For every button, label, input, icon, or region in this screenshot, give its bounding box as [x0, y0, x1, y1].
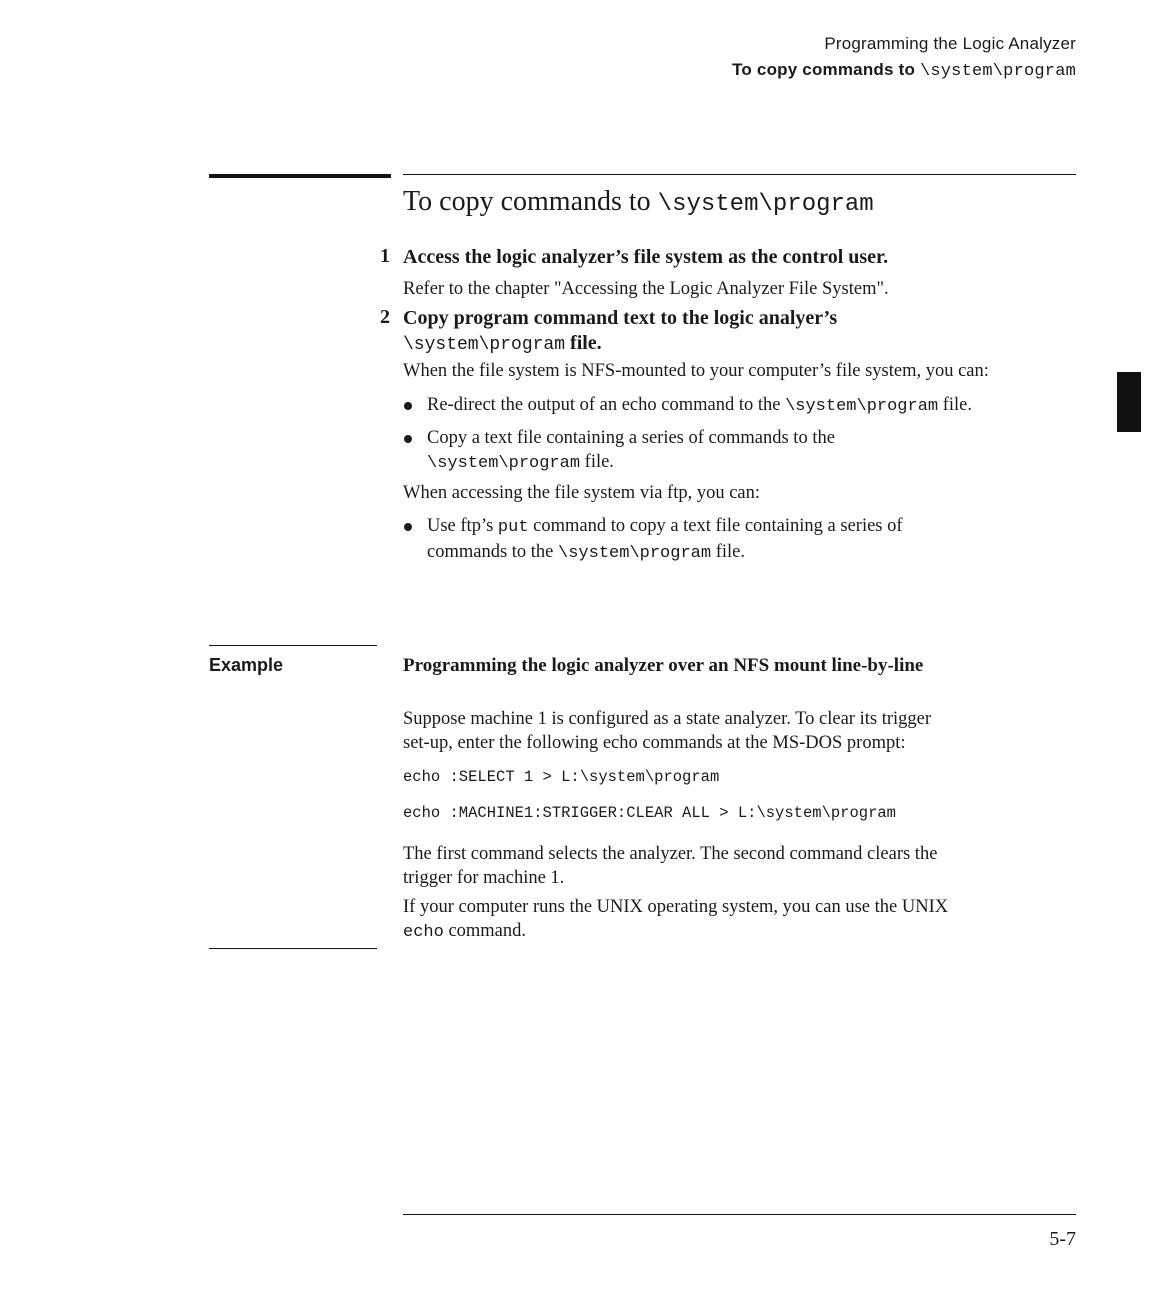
step-2-heading-line2	[403, 331, 1083, 358]
footer-rule	[403, 1214, 1076, 1215]
page-number: 5-7	[1049, 1228, 1076, 1250]
page-title	[403, 186, 874, 218]
bullet-dot-icon	[404, 402, 412, 410]
example-paragraph-line: set-up, enter the following echo commands at the MS-DOS prompt:	[403, 733, 906, 753]
bullet-dot-icon	[404, 435, 412, 443]
bullet-text: command to copy a text file containing a series of	[533, 516, 903, 536]
section-rule-thick	[209, 174, 391, 178]
example-command: echo	[403, 923, 444, 942]
example-paragraph-line: trigger for machine 1.	[403, 868, 565, 888]
example-rule-bottom	[209, 948, 377, 949]
running-header-chapter: Programming the Logic Analyzer	[824, 34, 1076, 53]
step-1-body: Refer to the chapter "Accessing the Logic Analyzer File System".	[403, 279, 889, 299]
bullet-path: \system\program	[558, 544, 712, 563]
bullet-path: \system\program	[427, 454, 581, 473]
code-line-1: echo :SELECT 1 > L:\system\program	[403, 768, 720, 786]
bullet-command: put	[497, 518, 529, 537]
bullet-suffix: file.	[584, 452, 614, 472]
example-rule-top	[209, 645, 377, 646]
example-paragraph-suffix: command.	[448, 921, 527, 941]
step-1-heading: Access the logic analyzer’s file system as the control user.	[403, 246, 889, 268]
nfs-intro: When the file system is NFS-mounted to your computer’s file system, you can:	[403, 361, 989, 381]
running-header-section	[732, 60, 1076, 81]
bullet-suffix: file.	[715, 542, 745, 562]
bullet-path: \system\program	[785, 397, 939, 416]
step-2-heading-line1: Copy program command text to the logic analyer’s	[403, 307, 838, 329]
bullet-text: commands to the	[427, 542, 554, 562]
step-1-number: 1	[380, 245, 390, 267]
page-title-path: \system\program	[657, 191, 874, 218]
step-2-number: 2	[380, 306, 390, 328]
bullet-text: Use ftp’s	[427, 516, 494, 536]
chapter-thumb-tab	[1117, 372, 1141, 432]
example-paragraph-2	[403, 842, 1083, 890]
ftp-intro: When accessing the file system via ftp, you can:	[403, 483, 761, 503]
bullet-dot-icon	[404, 523, 412, 531]
bullet-suffix: file.	[942, 395, 973, 415]
example-paragraph-3	[403, 895, 1083, 945]
example-label: Example	[209, 655, 284, 675]
example-paragraph-1	[403, 707, 1083, 755]
example-paragraph-line: The first command selects the analyzer. The second command clears the	[403, 844, 938, 864]
example-paragraph-line: If your computer runs the UNIX operating system, you can use the UNIX	[403, 897, 949, 917]
code-line-2: echo :MACHINE1:STRIGGER:CLEAR ALL > L:\system\program	[403, 804, 896, 822]
section-rule-thin	[403, 174, 1076, 175]
running-header-section-path: \system\program	[919, 62, 1076, 81]
step-2-heading	[403, 306, 1083, 358]
example-paragraph-line: Suppose machine 1 is configured as a state analyzer. To clear its trigger	[403, 709, 932, 729]
step-2-heading-path: \system\program	[403, 335, 566, 355]
bullet-text: Copy a text file containing a series of commands to the	[427, 428, 835, 448]
page-title-text: To copy commands to	[403, 186, 651, 217]
bullet-text: Re-direct the output of an echo command to the	[427, 395, 781, 415]
step-2-heading-suffix: file.	[570, 332, 602, 354]
example-title: Programming the logic analyzer over an NFS mount line-by-line	[403, 655, 924, 676]
running-header-section-text: To copy commands to	[732, 60, 916, 79]
